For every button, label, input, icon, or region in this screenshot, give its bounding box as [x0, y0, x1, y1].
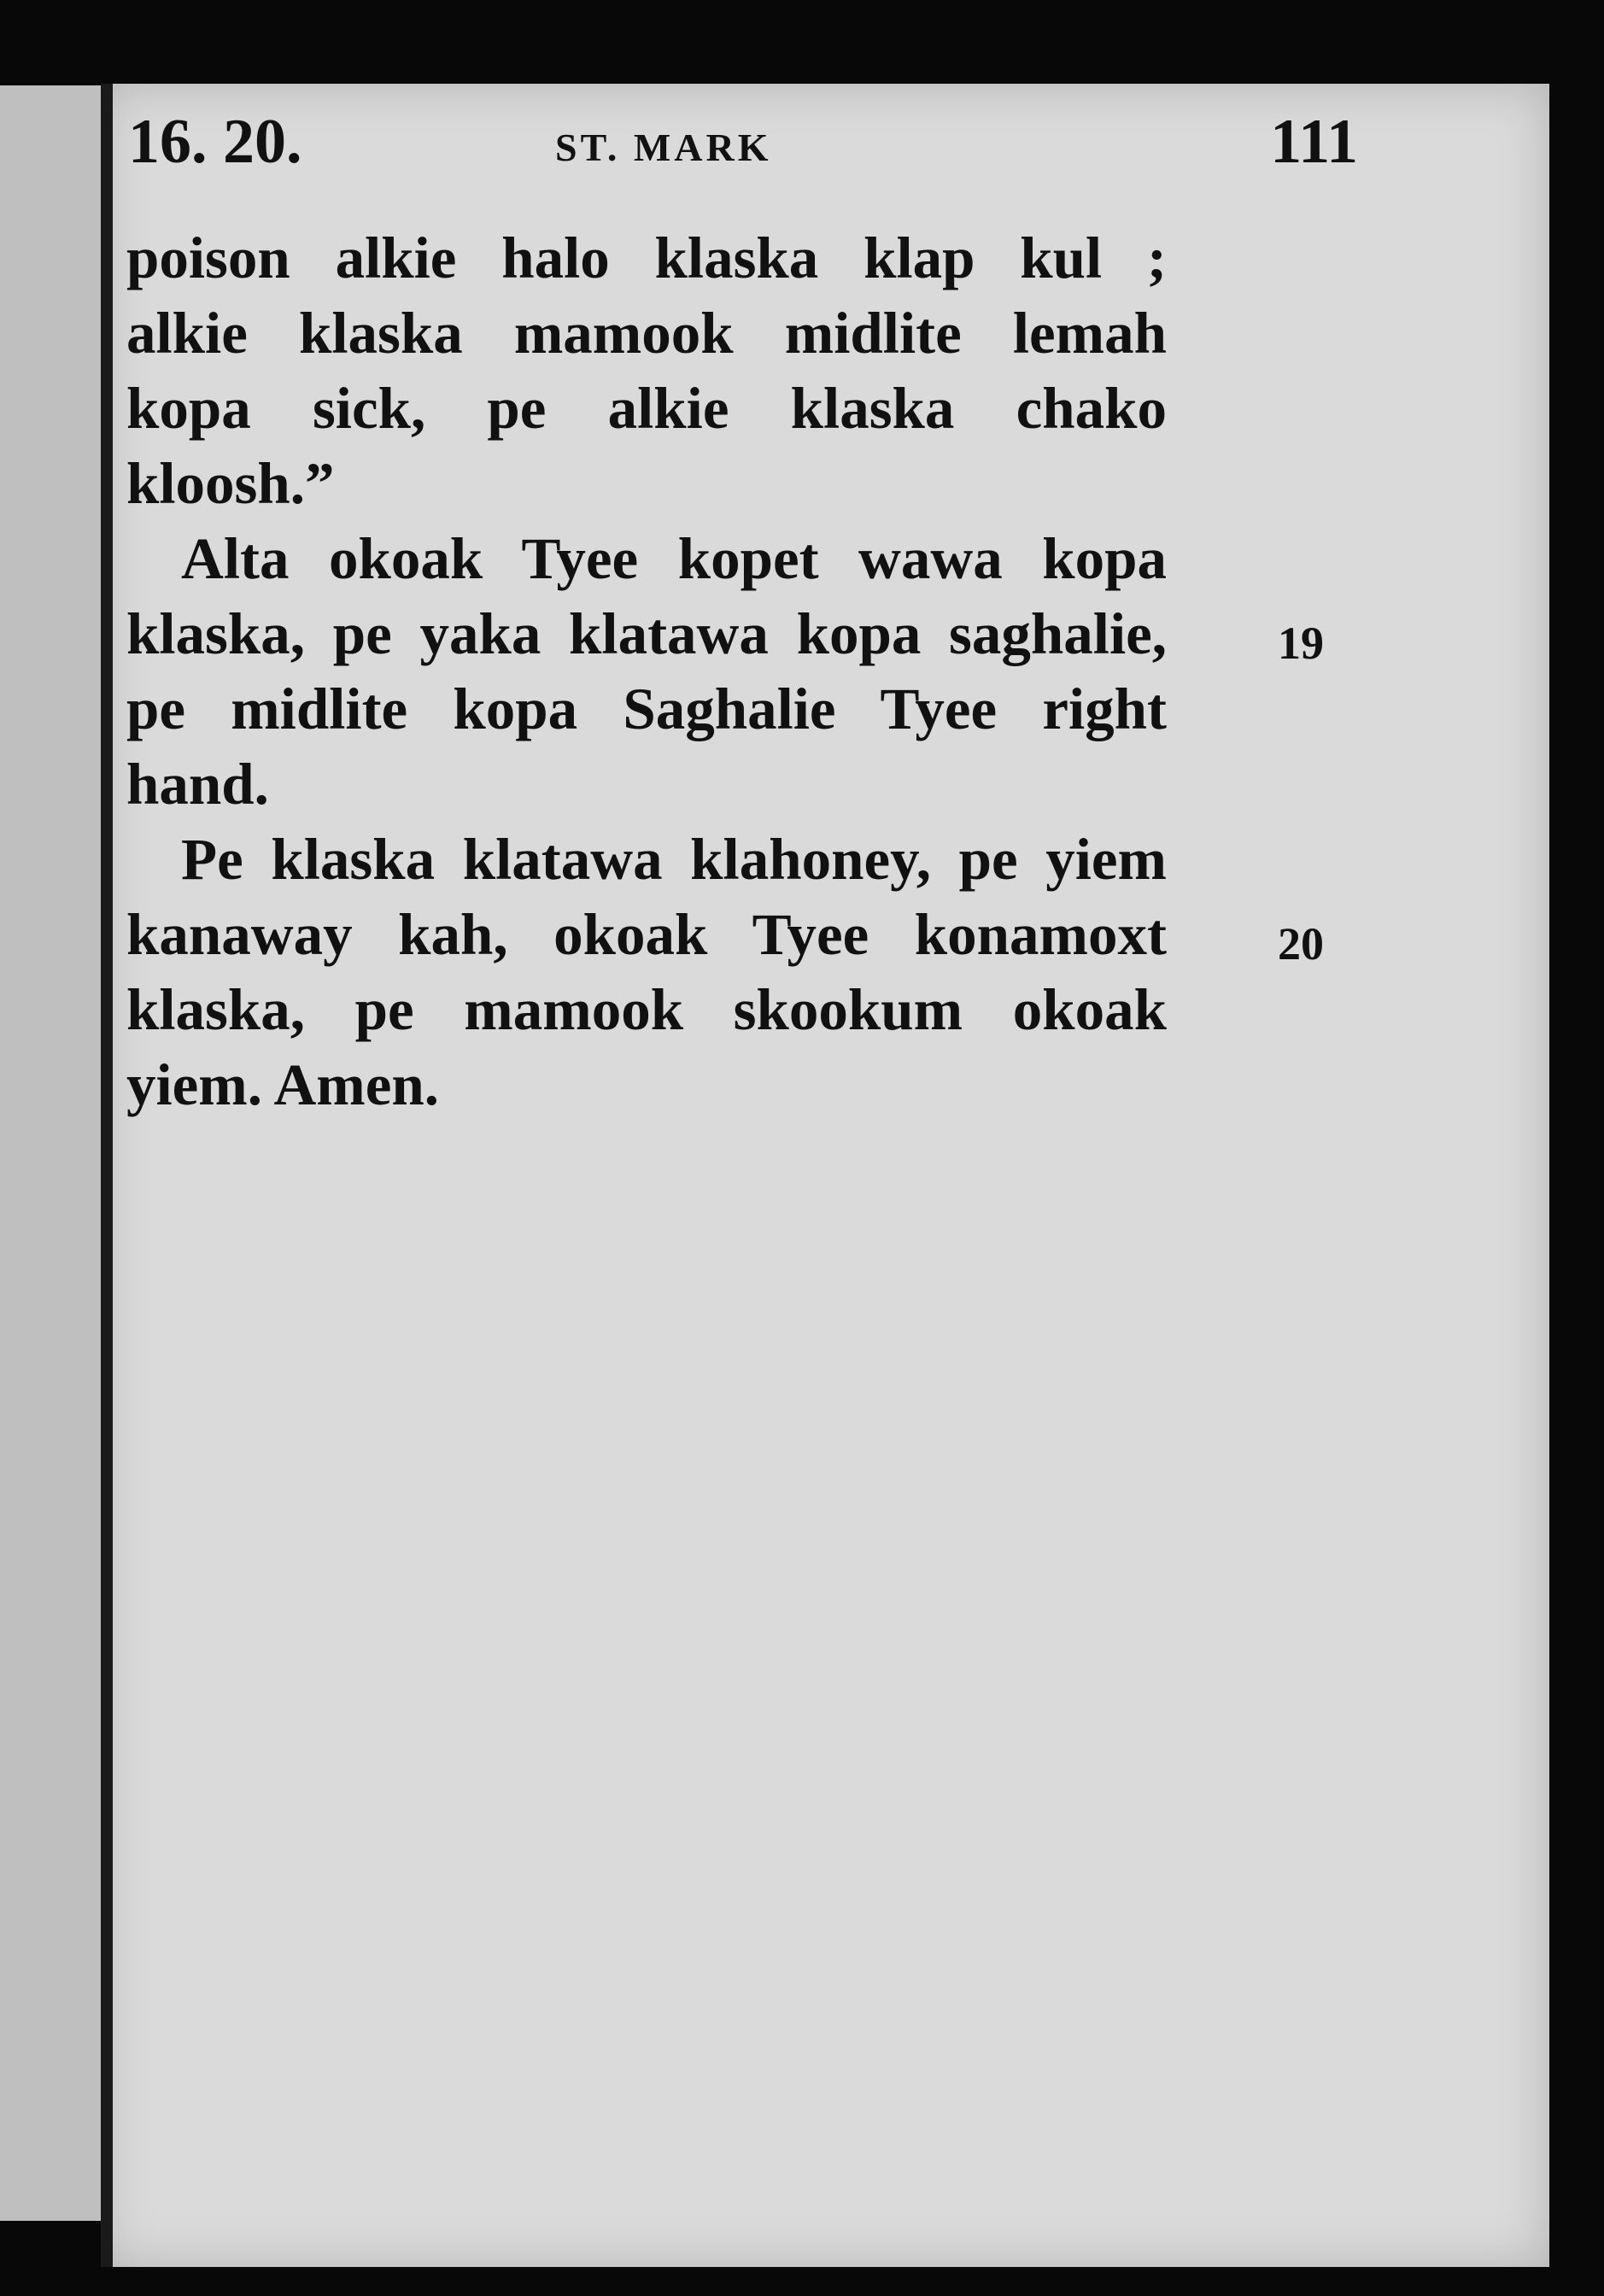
verse-line: klaska, pe mamook skookum okoak	[126, 977, 1167, 1042]
verse-line: yiem. Amen.	[126, 1052, 440, 1117]
page-number: 111	[1270, 107, 1358, 177]
running-header	[128, 106, 1358, 200]
verse-line: hand.	[126, 752, 269, 817]
scripture-text	[126, 220, 1167, 1122]
chapter-verse-reference: 16. 20.	[128, 107, 302, 177]
verse-line: klaska, pe yaka klatawa kopa saghalie,	[126, 601, 1167, 666]
verse-number-19: 19	[1278, 618, 1324, 669]
book-title: ST. MARK	[555, 126, 772, 169]
verse-line: kopa sick, pe alkie klaska chako	[126, 376, 1167, 441]
verse-number-20: 20	[1278, 918, 1324, 969]
book-gutter	[0, 85, 101, 2221]
verse-line: pe midlite kopa Saghalie Tyee right	[126, 676, 1167, 741]
verse-line: kanaway kah, okoak Tyee konamoxt	[126, 902, 1167, 967]
verse-line: poison alkie halo klaska klap kul ;	[126, 226, 1167, 290]
page-spine-edge	[101, 84, 113, 2267]
verse-line: alkie klaska mamook midlite lemah	[126, 301, 1167, 366]
verse-line: kloosh.”	[126, 451, 335, 516]
verse-line: Alta okoak Tyee kopet wawa kopa	[181, 526, 1167, 591]
verse-line: Pe klaska klatawa klahoney, pe yiem	[181, 827, 1167, 892]
